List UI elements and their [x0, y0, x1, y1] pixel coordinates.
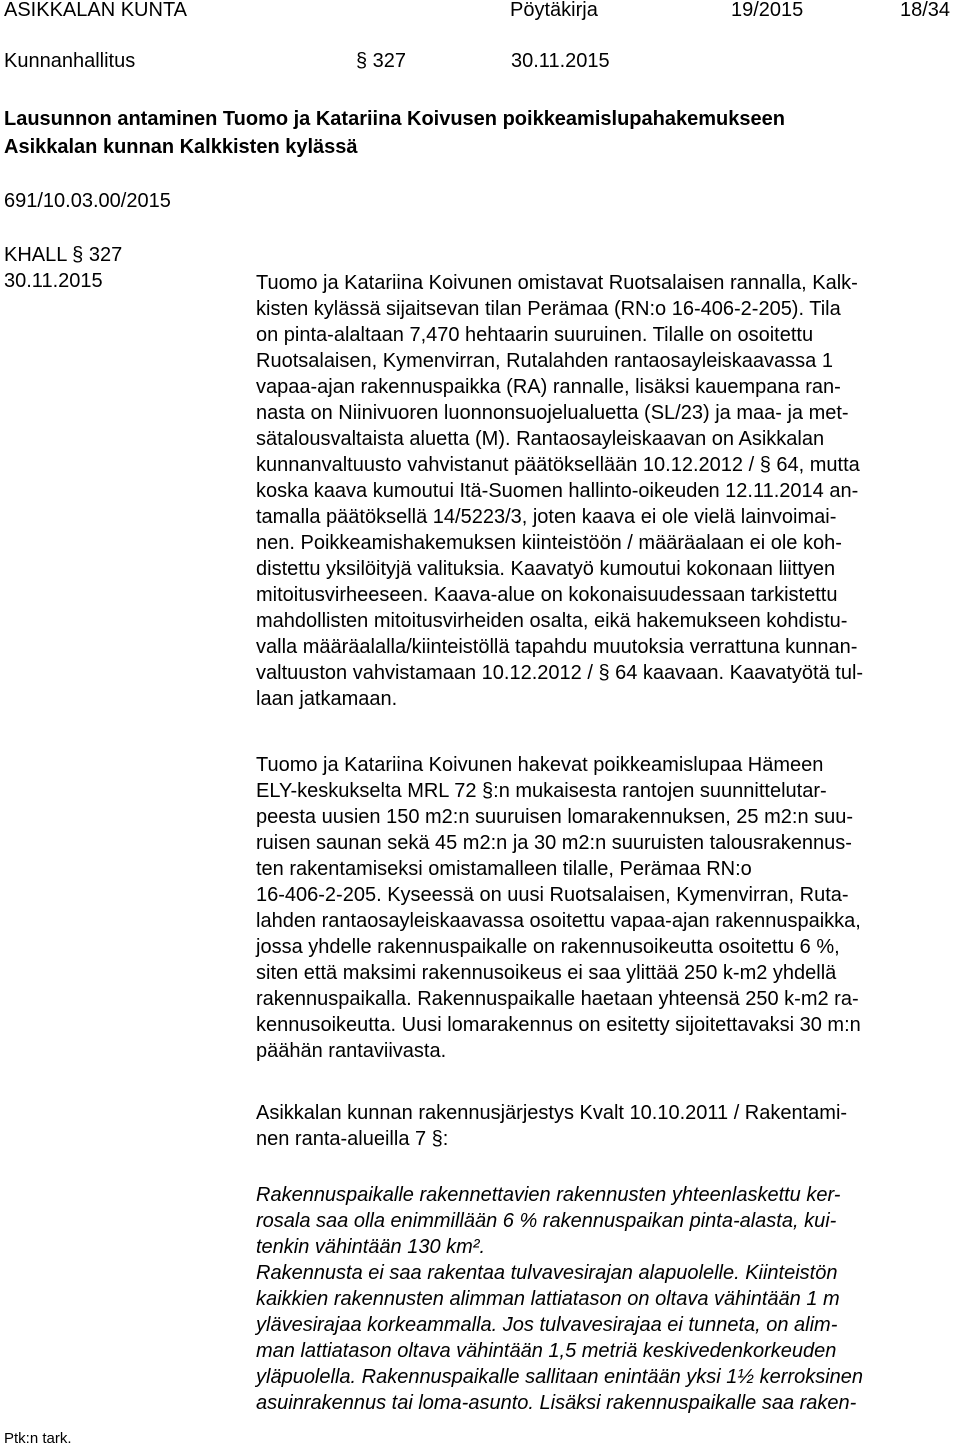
paragraph-line: vapaa-ajan rakennuspaikka (RA) rannalle, lisäksi kauempana ran- [256, 376, 841, 398]
paragraph-building-code-quote [256, 1182, 960, 1416]
case-number: 691/10.03.00/2015 [4, 190, 171, 212]
paragraph-line: Rakennusta ei saa rakentaa tulvavesirajan alapuolelle. Kiinteistön [256, 1262, 838, 1284]
paragraph-line: mahdollisten mitoitusvirheiden osalta, eikä hakemukseen kohdistu- [256, 610, 848, 632]
paragraph-line: Tuomo ja Katariina Koivunen omistavat Ruotsalaisen rannalla, Kalk- [256, 272, 858, 294]
page-number: 18/34 [900, 0, 951, 21]
paragraph-line: siten että maksimi rakennusoikeus ei saa ylittää 250 k-m2 yhdellä [256, 962, 837, 984]
meeting-date: 30.11.2015 [4, 270, 103, 292]
meeting-date-header: 30.11.2015 [511, 50, 610, 72]
paragraph-line: Asikkalan kunnan rakennusjärjestys Kvalt 10.10.2011 / Rakentami- [256, 1102, 848, 1124]
paragraph-line: kennusoikeutta. Uusi lomarakennus on esitetty sijoitettavaksi 30 m:n [256, 1014, 861, 1036]
paragraph-line: distettu yksilöityjä valituksia. Kaavatyö kumoutui kokonaan liittyen [256, 558, 836, 580]
paragraph-line: laan jatkamaan. [256, 688, 398, 710]
paragraph-property-description [256, 270, 960, 712]
paragraph-line: 16-406-2-205. Kyseessä on uusi Ruotsalaisen, Kymenvirran, Ruta- [256, 884, 849, 906]
paragraph-line: nasta on Niinivuoren luonnonsuojelualuetta (SL/23) ja maa- ja met- [256, 402, 849, 424]
agenda-title-line2: Asikkalan kunnan Kalkkisten kylässä [4, 136, 358, 158]
paragraph-line: valtuuston vahvistamaan 10.12.2012 / § 64 kaavaan. Kaavatyötä tul- [256, 662, 864, 684]
paragraph-line: päähän rantaviivasta. [256, 1040, 447, 1062]
paragraph-application [256, 752, 960, 1064]
paragraph-line: rakennuspaikalla. Rakennuspaikalle haetaan yhteensä 250 k-m2 ra- [256, 988, 859, 1010]
paragraph-line: mitoitusvirheeseen. Kaava-alue on kokonaisuudessaan tarkistettu [256, 584, 838, 606]
issue-number: 19/2015 [731, 0, 804, 21]
paragraph-line: peesta uusien 150 m2:n suuruisen lomarakennuksen, 25 m2:n suu- [256, 806, 854, 828]
paragraph-line: nen ranta-alueilla 7 §: [256, 1128, 449, 1150]
paragraph-line: sätalousvaltaista aluetta (M). Rantaosayleiskaavan on Asikkalan [256, 428, 825, 450]
initials-label: Ptk:n tark. [4, 1430, 72, 1447]
paragraph-line: kaikkien rakennusten alimman lattiatason on oltava vähintään 1 m [256, 1288, 840, 1310]
paragraph-line: ELY-keskukselta MRL 72 §:n mukaisesta rantojen suunnittelutar- [256, 780, 827, 802]
paragraph-line: on pinta-alaltaan 7,470 hehtaarin suuruinen. Tilalle on osoitettu [256, 324, 814, 346]
board-name: Kunnanhallitus [4, 50, 136, 72]
paragraph-line: lahden rantaosayleiskaavassa osoitettu vapaa-ajan rakennuspaikka, [256, 910, 861, 932]
section-number: § 327 [356, 50, 407, 72]
paragraph-line: tamalla päätöksellä 14/5223/3, joten kaava ei ole vielä lainvoimai- [256, 506, 837, 528]
paragraph-line: yläpuolella. Rakennuspaikalle sallitaan enintään yksi 1½ kerroksinen [256, 1366, 864, 1388]
paragraph-line: koska kaava kumoutui Itä-Suomen hallinto-oikeuden 12.11.2014 an- [256, 480, 859, 502]
paragraph-line: nen. Poikkeamishakemuksen kiinteistöön / määräalaan ei ole koh- [256, 532, 842, 554]
paragraph-line: ylävesirajaa korkeammalla. Jos tulvavesirajaa ei tunneta, on alim- [256, 1314, 838, 1336]
document-type: Pöytäkirja [510, 0, 598, 21]
paragraph-line: kunnanvaltuusto vahvistanut päätöksellään 10.12.2012 / § 64, mutta [256, 454, 860, 476]
paragraph-line: Rakennuspaikalle rakennettavien rakennusten yhteenlaskettu ker- [256, 1184, 841, 1206]
paragraph-line: ruisen saunan sekä 45 m2:n ja 30 m2:n suuruisten talousrakennus- [256, 832, 852, 854]
paragraph-line: rosala saa olla enimmillään 6 % rakennuspaikan pinta-alasta, kui- [256, 1210, 837, 1232]
meeting-reference: KHALL § 327 [4, 244, 123, 266]
paragraph-line: ten rakentamiseksi omistamalleen tilalle, Perämaa RN:o [256, 858, 752, 880]
paragraph-line: Tuomo ja Katariina Koivunen hakevat poikkeamislupaa Hämeen [256, 754, 824, 776]
paragraph-line: valla määräalalla/kiinteistöllä tapahdu muutoksia verrattuna kunnan- [256, 636, 858, 658]
paragraph-line: jossa yhdelle rakennuspaikalle on rakennusoikeutta osoitettu 6 %, [256, 936, 840, 958]
paragraph-line: man lattiatason oltava vähintään 1,5 metriä keskivedenkorkeuden [256, 1340, 837, 1362]
paragraph-line: asuinrakennus tai loma-asunto. Lisäksi rakennuspaikalle saa raken- [256, 1392, 857, 1414]
paragraph-line: tenkin vähintään 130 km². [256, 1236, 486, 1258]
agenda-title-line1: Lausunnon antaminen Tuomo ja Katariina Koivusen poikkeamislupahakemukseen [4, 108, 785, 130]
paragraph-line: kisten kylässä sijaitsevan tilan Perämaa (RN:o 16-406-2-205). Tila [256, 298, 841, 320]
paragraph-line: Ruotsalaisen, Kymenvirran, Rutalahden rantaosayleiskaavassa 1 [256, 350, 833, 372]
paragraph-building-code-reference [256, 1100, 960, 1152]
municipality-name: ASIKKALAN KUNTA [4, 0, 188, 21]
